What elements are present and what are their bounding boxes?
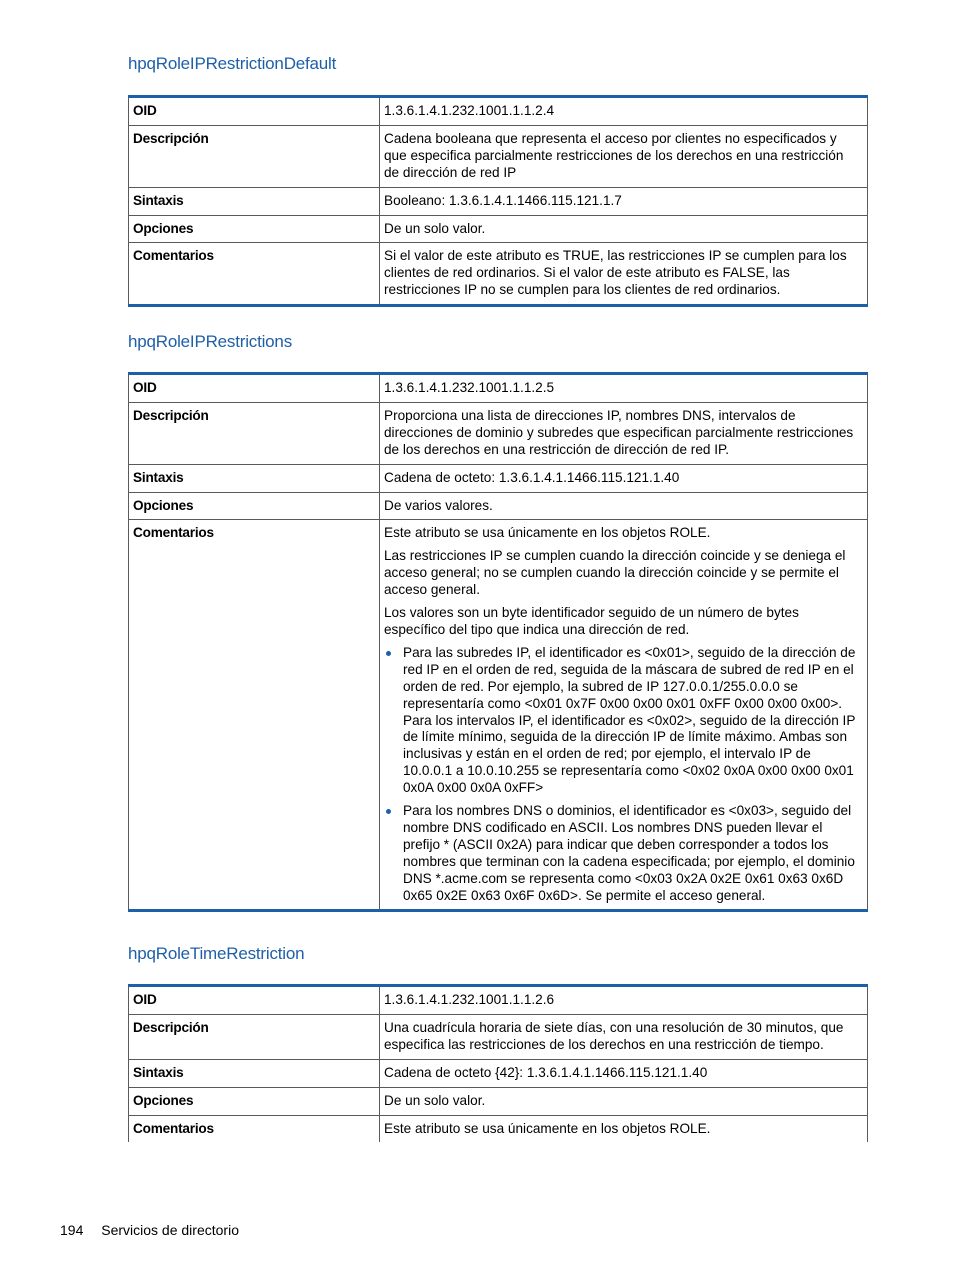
table-row — [129, 1014, 868, 1059]
section-title-ip-restriction-default: hpqRoleIPRestrictionDefault — [128, 54, 337, 73]
row-key: Comentarios — [129, 520, 380, 911]
row-key: Sintaxis — [129, 187, 380, 215]
table-row — [129, 97, 868, 126]
table-row — [129, 464, 868, 492]
value-paragraph: Booleano: 1.3.6.1.4.1.1466.115.121.1.7 — [384, 192, 622, 208]
bullet-list — [384, 645, 862, 905]
attribute-table-ip-restriction-default — [128, 95, 868, 307]
row-key: Descripción — [129, 125, 380, 187]
row-value — [380, 402, 868, 464]
page-number: 194 — [60, 1222, 84, 1238]
section-title-ip-restrictions: hpqRoleIPRestrictions — [128, 332, 292, 351]
row-value — [380, 1115, 868, 1142]
row-key: Opciones — [129, 492, 380, 520]
value-paragraph: Si el valor de este atributo es TRUE, las restricciones IP se cumplen para los clientes de red ordinarios. Si el valor de este atributo es FALSE, las restricciones IP no se cumplen para los clientes de red ordinarios. — [384, 248, 847, 298]
value-paragraph: Los valores son un byte identificador seguido de un número de bytes específico del tipo que indica una dirección de red. — [384, 605, 799, 637]
table-row — [129, 520, 868, 911]
table-row — [129, 402, 868, 464]
attribute-table-ip-restrictions — [128, 372, 868, 912]
value-paragraph: De un solo valor. — [384, 1092, 486, 1108]
row-value — [380, 464, 868, 492]
value-paragraph: 1.3.6.1.4.1.232.1001.1.1.2.5 — [384, 380, 555, 395]
page-footer — [60, 1222, 239, 1238]
chapter-name: Servicios de directorio — [101, 1222, 239, 1238]
row-value — [380, 520, 868, 911]
row-value — [380, 374, 868, 403]
value-paragraph: Proporciona una lista de direcciones IP, nombres DNS, intervalos de direcciones de dominio y subredes que especifican parcialmente restricciones de los derechos en una restricción de dirección de red IP. — [384, 407, 854, 457]
row-value — [380, 492, 868, 520]
value-paragraph: Cadena booleana que representa el acceso por clientes no especificados y que especifica parcialmente restricciones de los derechos en una restricción de dirección de red IP — [384, 130, 844, 180]
value-paragraph: Cadena de octeto {42}: 1.3.6.1.4.1.1466.115.121.1.40 — [384, 1064, 708, 1080]
row-value — [380, 187, 868, 215]
row-key: Comentarios — [129, 1115, 380, 1142]
table-row — [129, 1087, 868, 1115]
row-value — [380, 215, 868, 243]
table-row — [129, 125, 868, 187]
row-key: OID — [129, 374, 380, 403]
row-value — [380, 97, 868, 126]
value-paragraph: De un solo valor. — [384, 220, 486, 236]
row-key: Comentarios — [129, 243, 380, 306]
section-title-time-restriction: hpqRoleTimeRestriction — [128, 944, 305, 963]
value-paragraph: Una cuadrícula horaria de siete días, con una resolución de 30 minutos, que especifica las restricciones de los derechos en una restricción de tiempo. — [384, 1019, 844, 1052]
value-paragraph: De varios valores. — [384, 497, 493, 513]
row-value — [380, 1014, 868, 1059]
row-key: OID — [129, 986, 380, 1015]
row-key: Opciones — [129, 215, 380, 243]
row-value — [380, 1087, 868, 1115]
table-row — [129, 374, 868, 403]
table-row — [129, 492, 868, 520]
row-value — [380, 243, 868, 306]
value-paragraph: 1.3.6.1.4.1.232.1001.1.1.2.4 — [384, 103, 555, 118]
value-paragraph: Las restricciones IP se cumplen cuando la dirección coincide y se deniega el acceso general; no se cumplen cuando la dirección coincide y se permite el acceso general. — [384, 548, 846, 598]
table-row — [129, 1059, 868, 1087]
row-value — [380, 125, 868, 187]
row-key: OID — [129, 97, 380, 126]
table-row — [129, 1115, 868, 1142]
row-key: Descripción — [129, 1014, 380, 1059]
table-row — [129, 986, 868, 1015]
row-key: Sintaxis — [129, 1059, 380, 1087]
list-item: Para las subredes IP, el identificador es <0x01>, seguido de la dirección de red IP en el orden de red, seguida de la máscara de subred de red IP en el orden de red. Por ejemplo, la subred de IP 127.0.0.1/255.0.0.0 se representaría como <0x01 0x7F 0x00 0x00 0x01 0xFF 0x00 0x00 0x00>. Para los intervalos IP, el identificador es <0x02>, seguido de la dirección IP de límite mínimo, seguida de la dirección IP de límite máximo. Ambas son inclusivas y están en el orden de red; por ejemplo, el intervalo IP de 10.0.0.1 a 10.0.10.255 se representaría como <0x02 0x0A 0x00 0x00 0x01 0x0A 0x00 0x0A 0xFF> — [384, 645, 862, 797]
table-row — [129, 243, 868, 306]
row-value — [380, 986, 868, 1015]
value-paragraph: 1.3.6.1.4.1.232.1001.1.1.2.6 — [384, 992, 555, 1007]
row-value — [380, 1059, 868, 1087]
table-row — [129, 215, 868, 243]
attribute-table-time-restriction — [128, 984, 868, 1142]
row-key: Opciones — [129, 1087, 380, 1115]
value-paragraph: Este atributo se usa únicamente en los objetos ROLE. — [384, 1120, 711, 1136]
table-row — [129, 187, 868, 215]
value-paragraph: Cadena de octeto: 1.3.6.1.4.1.1466.115.121.1.40 — [384, 469, 680, 485]
row-key: Sintaxis — [129, 464, 380, 492]
row-key: Descripción — [129, 402, 380, 464]
list-item: Para los nombres DNS o dominios, el identificador es <0x03>, seguido del nombre DNS codificado en ASCII. Los nombres DNS pueden llevar el prefijo * (ASCII 0x2A) para indicar que deben corresponder a todos los nombres que terminan con la cadena especificada; por ejemplo, el dominio DNS *.acme.com se representa como <0x03 0x2A 0x2E 0x61 0x63 0x6D 0x65 0x2E 0x63 0x6F 0x6D>. Se permite el acceso general. — [384, 803, 862, 904]
value-paragraph: Este atributo se usa únicamente en los objetos ROLE. — [384, 525, 711, 541]
